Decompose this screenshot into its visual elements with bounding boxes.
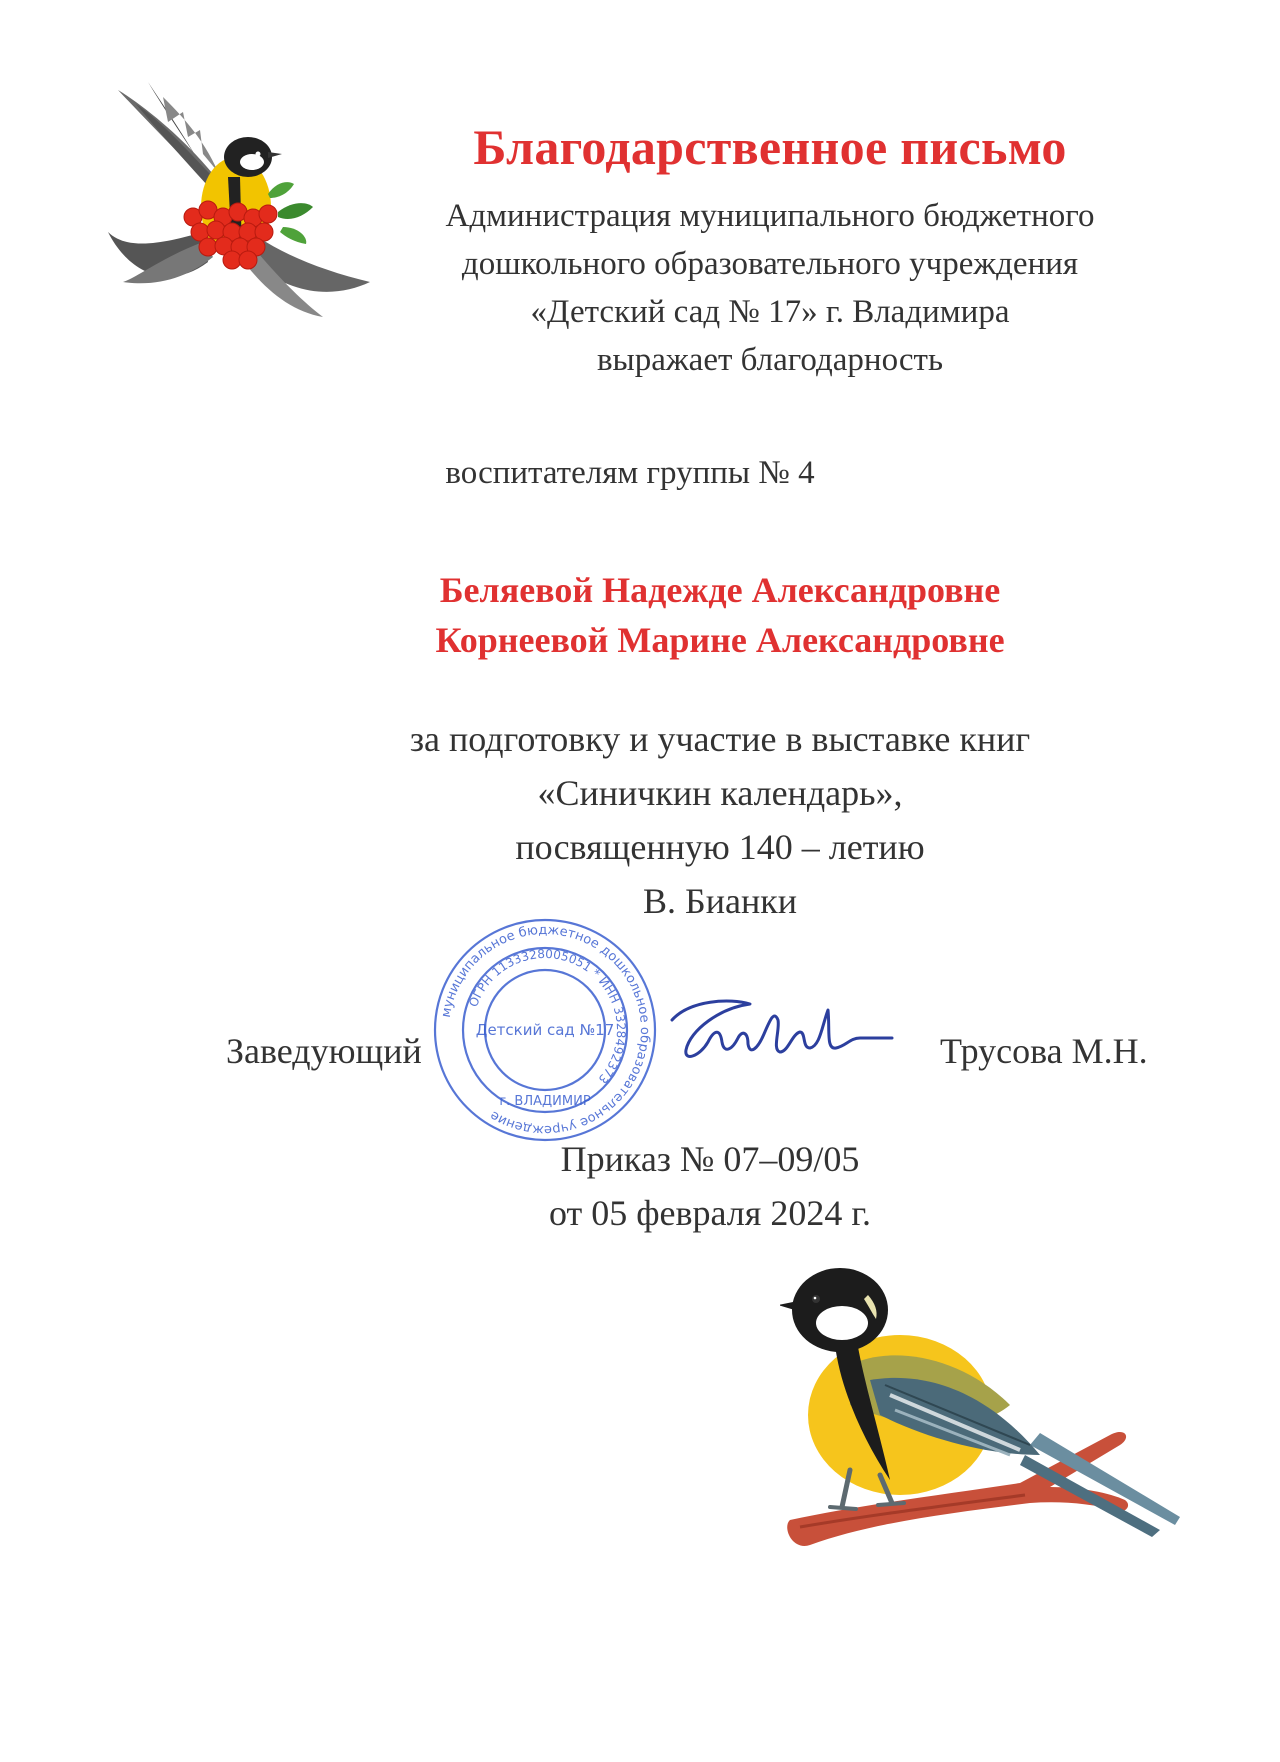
order-block — [460, 1132, 960, 1240]
titmouse-on-branch-icon — [780, 1255, 1190, 1565]
reason-line: «Синичкин календарь», — [537, 773, 903, 813]
signature-icon — [660, 990, 900, 1070]
stamp-center-text: Детский сад №17 — [475, 1021, 615, 1039]
stamp-city-text: г. ВЛАДИМИР — [499, 1094, 591, 1109]
stamp-inner-text: ОГРН 1133328005051 * ИНН 3328492373 — [466, 946, 629, 1087]
recipient-name: Беляевой Надежде Александровне — [439, 570, 1001, 610]
titmouse-with-rowan-berries-icon — [108, 82, 370, 332]
signatory-name: Трусова М.Н. — [940, 1031, 1148, 1071]
org-line: Администрация муниципального бюджетного — [445, 198, 1095, 234]
reason-line: посвященную 140 – летию — [515, 827, 925, 867]
org-line: «Детский сад № 17» г. Владимира — [530, 294, 1010, 330]
recipient-names — [300, 565, 1140, 665]
reason-line: В. Бианки — [643, 881, 797, 921]
reason-line: за подготовку и участие в выставке книг — [409, 719, 1031, 759]
org-line: выражает благодарность — [596, 342, 944, 378]
letter-title: Благодарственное письмо — [473, 119, 1067, 175]
organization-block — [380, 192, 1160, 384]
recipient-name: Корнеевой Марине Александровне — [435, 620, 1005, 660]
stamp-seal-icon — [430, 915, 660, 1145]
stamp-outer-text: муниципальное бюджетное дошкольное образовательное учреждение — [438, 922, 653, 1138]
reason-block — [240, 712, 1200, 928]
order-date: от 05 февраля 2024 г. — [548, 1193, 872, 1233]
signatory-title: Заведующий — [226, 1031, 422, 1071]
order-number: Приказ № 07–09/05 — [560, 1139, 860, 1179]
org-line: дошкольного образовательного учреждения — [461, 246, 1079, 282]
recipients-line: воспитателям группы № 4 — [445, 455, 815, 491]
